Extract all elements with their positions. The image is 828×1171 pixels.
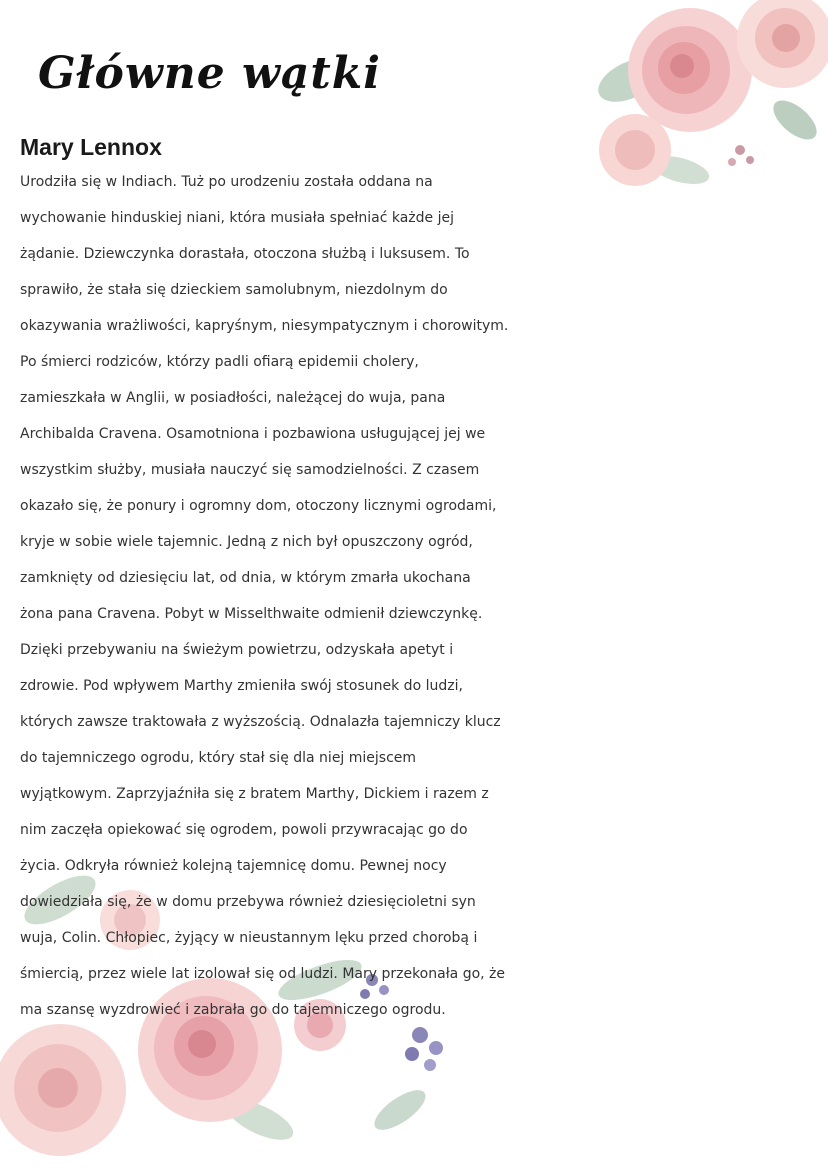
text-line: Archibalda Cravena. Osamotniona i pozbawiona usługującej jej we: [20, 426, 486, 442]
text-line: Po śmierci rodziców, którzy padli ofiarą epidemii cholery,: [20, 354, 419, 370]
text-line: żądanie. Dziewczynka dorastała, otoczona służbą i luksusem. To: [20, 246, 470, 262]
text-line: zdrowie. Pod wpływem Marthy zmieniła swój stosunek do ludzi,: [20, 678, 463, 694]
text-line: okazywania wrażliwości, kapryśnym, niesympatycznym i chorowitym.: [20, 318, 509, 334]
page-title: Główne wątki: [38, 48, 381, 99]
text-line: zamieszkała w Anglii, w posiadłości, należącej do wuja, pana: [20, 390, 446, 406]
text-line: do tajemniczego ogrodu, który stał się dla niej miejscem: [20, 750, 417, 766]
text-line: sprawiło, że stała się dzieckiem samolubnym, niezdolnym do: [20, 282, 448, 298]
text-line: wychowanie hinduskiej niani, która musiała spełniać każde jej: [20, 210, 454, 226]
text-line: śmiercią, przez wiele lat izolował się od ludzi. Mary przekonała go, że: [20, 966, 506, 982]
text-line: wszystkim służby, musiała nauczyć się samodzielności. Z czasem: [20, 462, 480, 478]
character-description: [20, 164, 828, 1028]
text-line: dowiedziała się, że w domu przebywa również dziesięcioletni syn: [20, 894, 476, 910]
character-section: [20, 130, 828, 1028]
text-line: wyjątkowym. Zaprzyjaźniła się z bratem Marthy, Dickiem i razem z: [20, 786, 489, 802]
text-line: Urodziła się w Indiach. Tuż po urodzeniu została oddana na: [20, 174, 433, 190]
text-line: Dzięki przebywaniu na świeżym powietrzu, odzyskała apetyt i: [20, 642, 454, 658]
text-line: nim zaczęła opiekować się ogrodem, powoli przywracając go do: [20, 822, 468, 838]
text-line: zamknięty od dziesięciu lat, od dnia, w którym zmarła ukochana: [20, 570, 471, 586]
character-name-heading: Mary Lennox: [20, 134, 162, 160]
text-line: życia. Odkryła również kolejną tajemnicę domu. Pewnej nocy: [20, 858, 447, 874]
text-line: żona pana Cravena. Pobyt w Misselthwaite odmienił dziewczynkę.: [20, 606, 483, 622]
text-line: wuja, Colin. Chłopiec, żyjący w nieustannym lęku przed chorobą i: [20, 930, 478, 946]
text-line: kryje w sobie wiele tajemnic. Jedną z nich był opuszczony ogród,: [20, 534, 473, 550]
text-line: ma szansę wyzdrowieć i zabrała go do tajemniczego ogrodu.: [20, 1002, 446, 1018]
text-line: okazało się, że ponury i ogromny dom, otoczony licznymi ogrodami,: [20, 498, 497, 514]
text-line: których zawsze traktowała z wyższością. Odnalazła tajemniczy klucz: [20, 714, 501, 730]
